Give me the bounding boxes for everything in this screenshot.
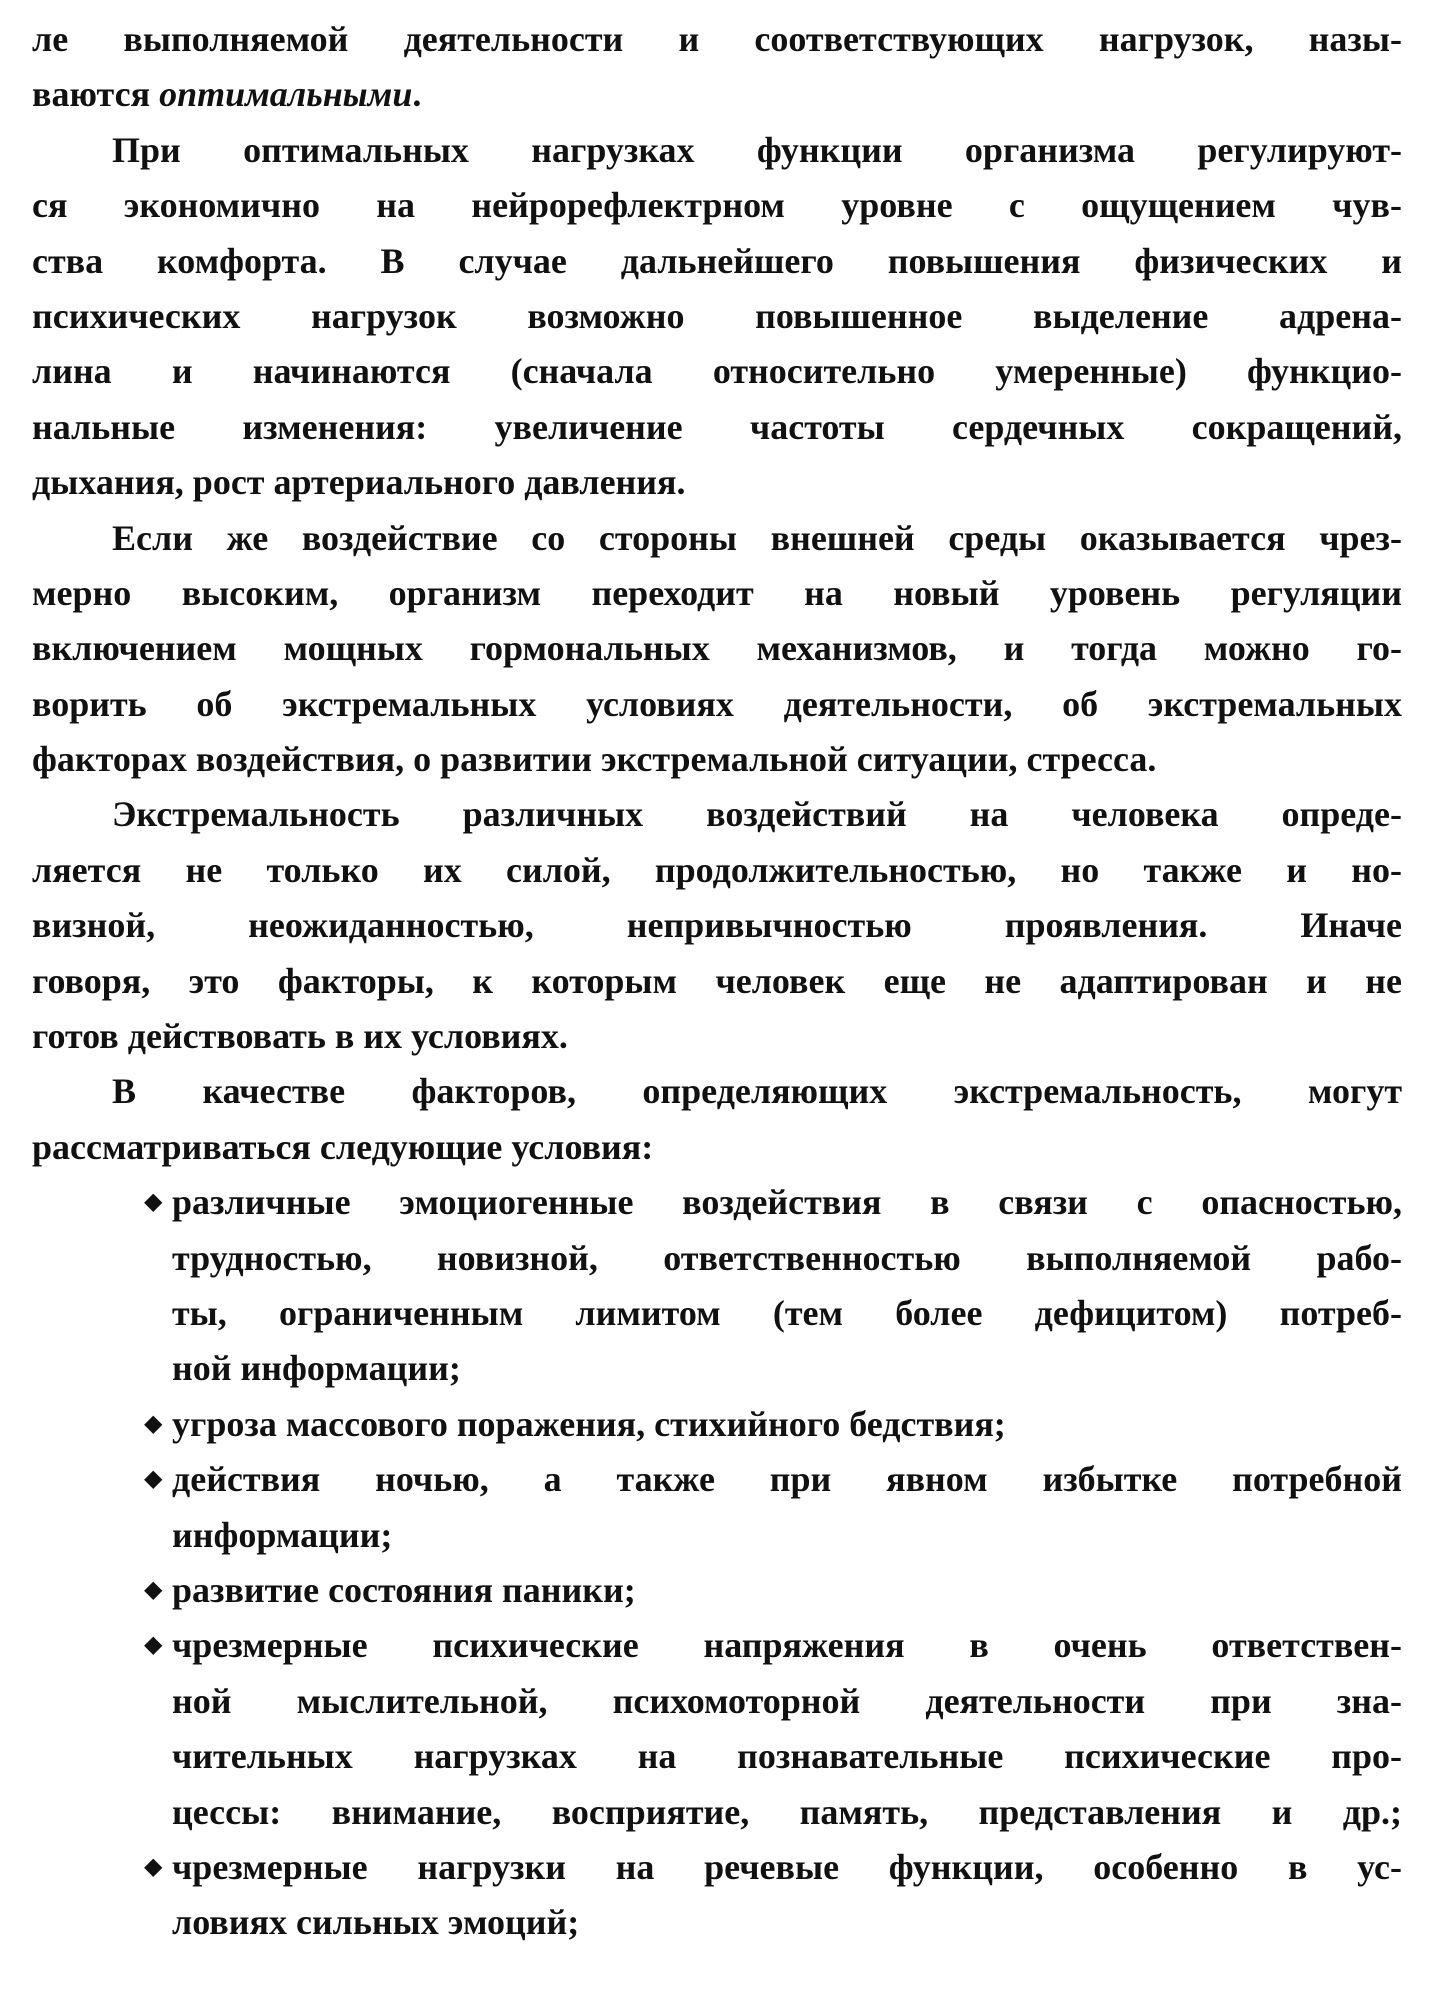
bullet-item-line — [32, 1397, 1402, 1452]
line-text: ства комфорта. В случае дальнейшего повышения физических и — [32, 240, 1402, 281]
text-line — [32, 400, 1402, 455]
text-line — [32, 178, 1402, 233]
text-line — [32, 1508, 1402, 1563]
line-text: действия ночью, а также при явном избытке потребной — [172, 1459, 1402, 1500]
line-text: говоря, это факторы, к которым человек еще не адаптирован и не — [32, 960, 1402, 1001]
line-text: дыхания, рост артериального давления. — [32, 462, 686, 503]
text-line — [32, 344, 1402, 399]
text-line — [32, 1674, 1402, 1729]
line-text: готов действовать в их условиях. — [32, 1016, 568, 1057]
line-text: мерно высоким, организм переходит на новый уровень регуляции — [32, 572, 1402, 613]
line-text: лина и начинаются (сначала относительно умеренные) функцио- — [32, 351, 1402, 392]
line-text-tail: . — [412, 74, 422, 115]
bullet-diamond-icon: ◆ — [144, 1853, 163, 1880]
text-line — [32, 566, 1402, 621]
line-text: ной мыслительной, психомоторной деятельности при зна- — [172, 1680, 1402, 1721]
text-line — [32, 1286, 1402, 1341]
text-line — [32, 12, 1402, 67]
line-text: ты, ограниченным лимитом (тем более дефицитом) потреб- — [172, 1292, 1402, 1333]
line-text: включением мощных гормональных механизмов, и тогда можно го- — [32, 628, 1402, 669]
text-line — [32, 1009, 1402, 1064]
text-line — [32, 898, 1402, 953]
text-line — [32, 1231, 1402, 1286]
line-text: ляется не только их силой, продолжительностью, но также и но- — [32, 849, 1402, 890]
line-text: ловиях сильных эмоций; — [172, 1902, 580, 1943]
line-text: нальные изменения: увеличение частоты сердечных сокращений, — [32, 406, 1402, 447]
text-line — [32, 677, 1402, 732]
text-line — [32, 511, 1402, 566]
text-line — [32, 67, 1402, 122]
line-text: Если же воздействие со стороны внешней среды оказывается чрез- — [112, 517, 1402, 558]
line-text: ле выполняемой деятельности и соответствующих нагрузок, назы- — [32, 19, 1402, 59]
bullet-item-line — [32, 1563, 1402, 1618]
line-text: цессы: внимание, восприятие, память, представления и др.; — [172, 1791, 1402, 1832]
line-text: психических нагрузок возможно повышенное выделение адрена- — [32, 295, 1402, 336]
bullet-item-line — [32, 1452, 1402, 1507]
bullet-diamond-icon: ◆ — [144, 1632, 163, 1659]
text-line — [32, 289, 1402, 344]
text-line — [32, 1120, 1402, 1175]
line-text: ной информации; — [172, 1348, 461, 1389]
line-text: ся экономично на нейрорефлектрном уровне с ощущением чув- — [32, 185, 1402, 226]
text-line — [32, 787, 1402, 842]
italic-term: оптимальными — [159, 74, 413, 115]
bullet-diamond-icon: ◆ — [144, 1466, 163, 1493]
line-text: В качестве факторов, определяющих экстремальность, могут — [112, 1071, 1402, 1112]
text-line — [32, 455, 1402, 510]
line-text: При оптимальных нагрузках функции организма регулируют- — [112, 129, 1402, 170]
line-text: ворить об экстремальных условиях деятельности, об экстремальных — [32, 683, 1402, 724]
line-text: трудностью, новизной, ответственностью выполняемой рабо- — [172, 1237, 1402, 1278]
text-line — [32, 1895, 1402, 1950]
text-line — [32, 732, 1402, 787]
line-text: развитие состояния паники; — [172, 1569, 636, 1610]
text-line — [32, 843, 1402, 898]
bullet-item-line — [32, 1840, 1402, 1895]
text-line — [32, 621, 1402, 676]
text-line — [32, 234, 1402, 289]
text-line — [32, 1785, 1402, 1840]
line-text: информации; — [172, 1514, 393, 1555]
line-text: ваются — [32, 74, 160, 115]
bullet-diamond-icon: ◆ — [144, 1410, 163, 1437]
text-line — [32, 954, 1402, 1009]
line-text: факторах воздействия, о развитии экстремальной ситуации, стресса. — [32, 739, 1157, 780]
line-text: чрезмерные психические напряжения в очень ответствен- — [172, 1625, 1402, 1666]
bullet-item-line — [32, 1618, 1402, 1673]
text-line — [32, 1729, 1402, 1784]
line-text: чительных нагрузках на познавательные психические про- — [172, 1736, 1402, 1777]
bullet-diamond-icon: ◆ — [144, 1189, 163, 1216]
line-text: рассматриваться следующие условия: — [32, 1126, 654, 1167]
line-text: различные эмоциогенные воздействия в связи с опасностью, — [172, 1182, 1402, 1223]
line-text: Экстремальность различных воздействий на человека опреде- — [112, 794, 1402, 835]
text-line — [32, 123, 1402, 178]
text-line — [32, 1341, 1402, 1396]
bullet-diamond-icon: ◆ — [144, 1576, 163, 1603]
line-text: чрезмерные нагрузки на речевые функции, особенно в ус- — [172, 1846, 1402, 1887]
line-text: визной, неожиданностью, непривычностью проявления. Иначе — [32, 905, 1402, 946]
document-page — [32, 12, 1402, 1951]
line-text: угроза массового поражения, стихийного бедствия; — [172, 1403, 1006, 1444]
bullet-item-line — [32, 1175, 1402, 1230]
text-line — [32, 1064, 1402, 1119]
